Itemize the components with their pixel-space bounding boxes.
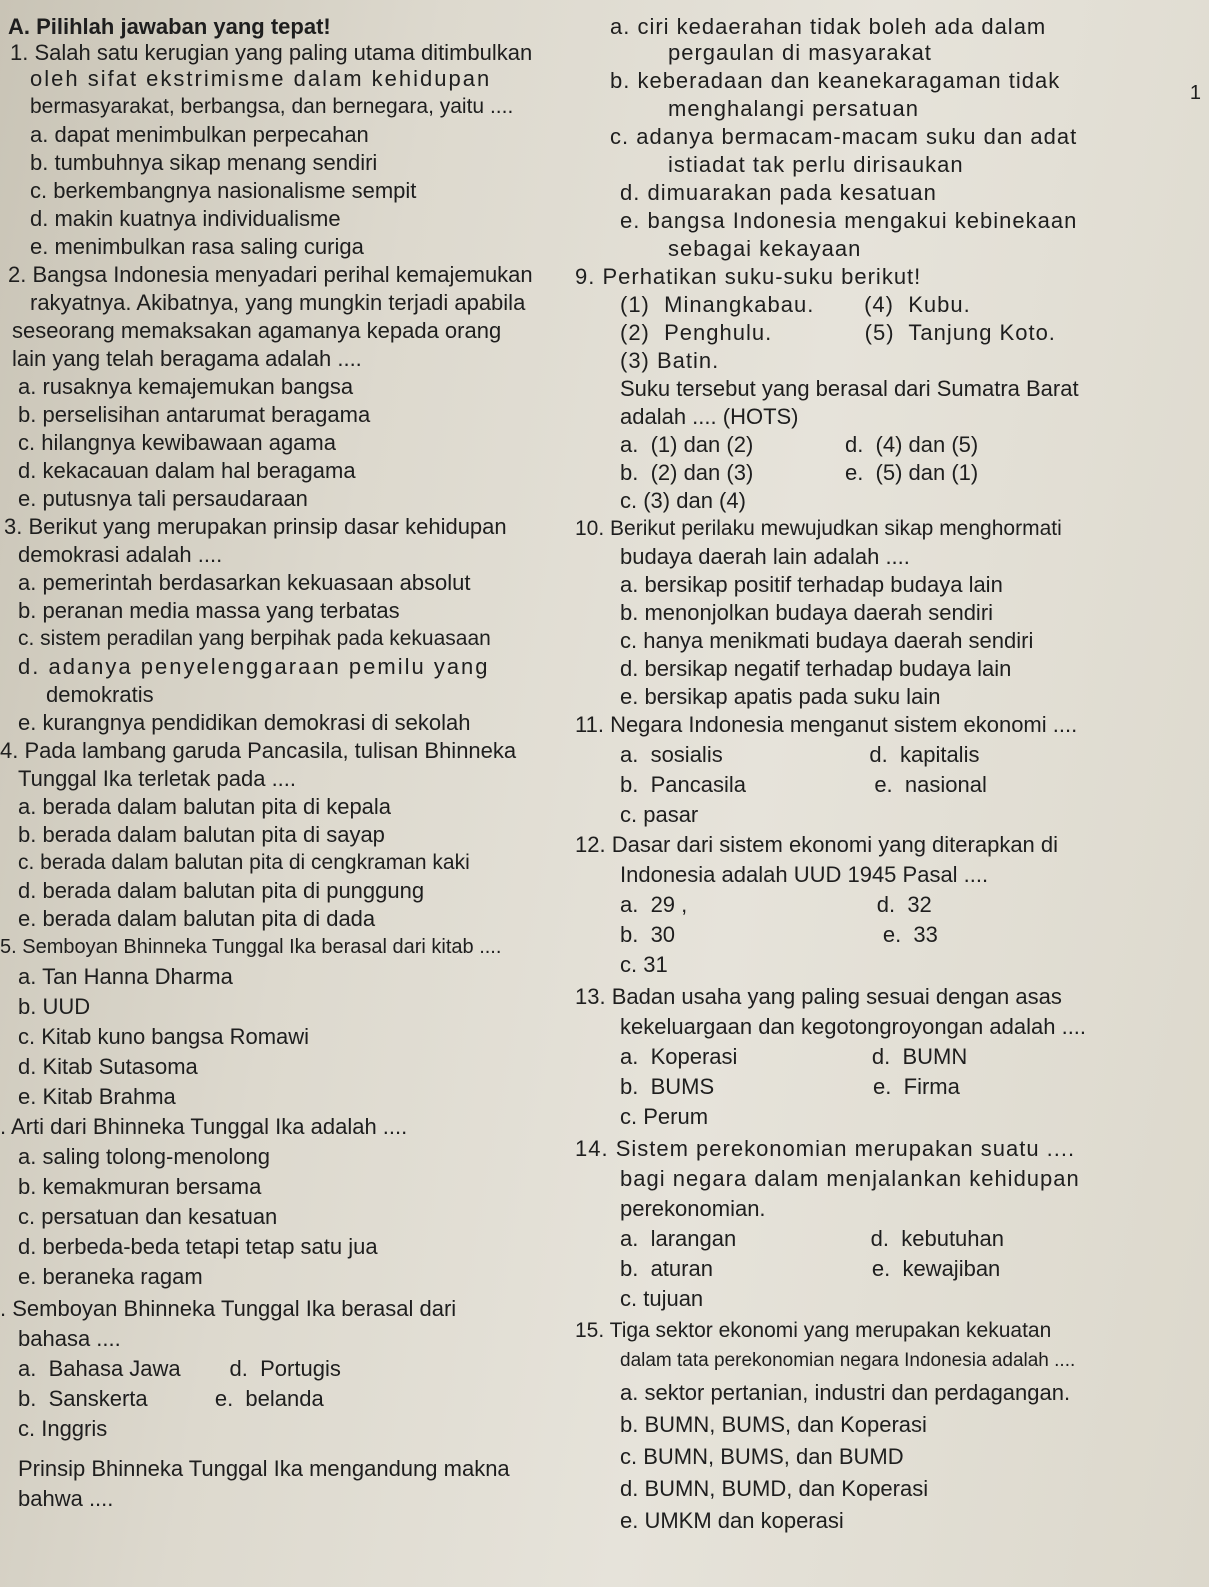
option: b. tumbuhnya sikap menang sendiri — [30, 150, 378, 175]
option: c. 31 — [620, 952, 668, 977]
list-row: (1) Minangkabau. (4) Kubu. — [620, 292, 971, 317]
option-cont: pergaulan di masyarakat — [668, 40, 932, 65]
option: e. menimbulkan rasa saling curiga — [30, 234, 364, 259]
option: b. berada dalam balutan pita di sayap — [18, 822, 385, 847]
option: d. bersikap negatif terhadap budaya lain — [620, 656, 1012, 681]
question-15-cont: dalam tata perekonomian negara Indonesia adalah .... — [620, 1350, 1076, 1371]
question-10-cont: budaya daerah lain adalah .... — [620, 544, 910, 569]
option-row: a. Bahasa Jawa d. Portugis — [18, 1356, 341, 1381]
question-8-cont: bahwa .... — [18, 1486, 114, 1511]
option-row: a. sosialis d. kapitalis — [620, 742, 980, 767]
question-4-cont: Tunggal Ika terletak pada .... — [18, 766, 297, 791]
question-13: 13. Badan usaha yang paling sesuai dengan asas — [575, 984, 1062, 1009]
option: b. menonjolkan budaya daerah sendiri — [620, 600, 994, 625]
question-9-cont: Suku tersebut yang berasal dari Sumatra Barat — [620, 376, 1079, 401]
option-cont: demokratis — [46, 682, 154, 707]
option: c. berada dalam balutan pita di cengkraman kaki — [18, 851, 470, 874]
edge-mark: 1 — [1189, 82, 1201, 104]
question-8: Prinsip Bhinneka Tunggal Ika mengandung makna — [18, 1456, 510, 1481]
question-12: 12. Dasar dari sistem ekonomi yang diterapkan di — [575, 832, 1059, 857]
option-row: a. larangan d. kebutuhan — [620, 1226, 1005, 1251]
option: a. rusaknya kemajemukan bangsa — [18, 374, 354, 399]
option: d. berbeda-beda tetapi tetap satu jua — [18, 1234, 378, 1259]
option: d. BUMN, BUMD, dan Koperasi — [620, 1476, 929, 1501]
option-row: b. (2) dan (3) e. (5) dan (1) — [620, 460, 979, 485]
option: a. Tan Hanna Dharma — [18, 964, 233, 989]
option: c. persatuan dan kesatuan — [18, 1204, 278, 1229]
question-7: . Semboyan Bhinneka Tunggal Ika berasal dari — [0, 1296, 457, 1321]
option: a. bersikap positif terhadap budaya lain — [620, 572, 1003, 597]
option: c. hanya menikmati budaya daerah sendiri — [620, 628, 1034, 653]
question-15: 15. Tiga sektor ekonomi yang merupakan kekuatan — [575, 1319, 1052, 1342]
option: d. Kitab Sutasoma — [18, 1054, 198, 1079]
option-row: b. 30 e. 33 — [620, 922, 938, 947]
option: c. Perum — [620, 1104, 709, 1129]
question-1: 1. Salah satu kerugian yang paling utama ditimbulkan — [10, 40, 533, 65]
option: b. keberadaan dan keanekaragaman tidak — [610, 68, 1061, 93]
question-7-cont: bahasa .... — [18, 1326, 121, 1351]
option-row: b. Sanskerta e. belanda — [18, 1386, 324, 1411]
option: e. beraneka ragam — [18, 1264, 203, 1289]
question-1-cont: bermasyarakat, berbangsa, dan bernegara, yaitu .... — [30, 95, 514, 118]
option: b. perselisihan antarumat beragama — [18, 402, 371, 427]
option: e. putusnya tali persaudaraan — [18, 486, 308, 511]
question-1-cont: oleh sifat ekstrimisme dalam kehidupan — [30, 66, 492, 91]
question-12-cont: Indonesia adalah UUD 1945 Pasal .... — [620, 862, 989, 887]
question-9-cont: adalah .... (HOTS) — [620, 404, 799, 429]
option-cont: sebagai kekayaan — [668, 236, 862, 261]
option: d. makin kuatnya individualisme — [30, 206, 341, 231]
option: e. kurangnya pendidikan demokrasi di sekolah — [18, 710, 471, 735]
option: c. tujuan — [620, 1286, 704, 1311]
option-cont: istiadat tak perlu dirisaukan — [668, 152, 964, 177]
option: a. ciri kedaerahan tidak boleh ada dalam — [610, 14, 1047, 39]
question-2-cont: rakyatnya. Akibatnya, yang mungkin terjadi apabila — [30, 290, 526, 315]
option: a. berada dalam balutan pita di kepala — [18, 794, 392, 819]
option: c. Inggris — [18, 1416, 108, 1441]
list-row: (3) Batin. — [620, 348, 720, 373]
option: c. pasar — [620, 802, 699, 827]
question-3-cont: demokrasi adalah .... — [18, 542, 223, 567]
option: e. bangsa Indonesia mengakui kebinekaan — [620, 208, 1078, 233]
question-13-cont: kekeluargaan dan kegotongroyongan adalah .... — [620, 1014, 1087, 1039]
option: a. pemerintah berdasarkan kekuasaan absolut — [18, 570, 471, 595]
question-14-cont: perekonomian. — [620, 1196, 766, 1221]
question-11: 11. Negara Indonesia menganut sistem ekonomi .... — [575, 712, 1078, 737]
option: e. Kitab Brahma — [18, 1084, 176, 1109]
list-row: (2) Penghulu. (5) Tanjung Koto. — [620, 320, 1056, 345]
option: b. kemakmuran bersama — [18, 1174, 262, 1199]
option: d. adanya penyelenggaraan pemilu yang — [18, 654, 490, 679]
option: a. sektor pertanian, industri dan perdagangan. — [620, 1380, 1071, 1405]
question-2: 2. Bangsa Indonesia menyadari perihal kemajemukan — [8, 262, 533, 287]
option: b. UUD — [18, 994, 91, 1019]
option: c. BUMN, BUMS, dan BUMD — [620, 1444, 904, 1469]
option-row: a. (1) dan (2) d. (4) dan (5) — [620, 432, 979, 457]
question-9: 9. Perhatikan suku-suku berikut! — [575, 264, 922, 289]
option: b. peranan media massa yang terbatas — [18, 598, 400, 623]
option-row: b. BUMS e. Firma — [620, 1074, 960, 1099]
option: c. berkembangnya nasionalisme sempit — [30, 178, 417, 203]
question-5: 5. Semboyan Bhinneka Tunggal Ika berasal dari kitab .... — [0, 936, 502, 958]
question-14: 14. Sistem perekonomian merupakan suatu .... — [575, 1136, 1076, 1161]
option: d. kekacauan dalam hal beragama — [18, 458, 356, 483]
option: a. dapat menimbulkan perpecahan — [30, 122, 369, 147]
question-14-cont: bagi negara dalam menjalankan kehidupan — [620, 1166, 1080, 1191]
question-2-cont: seseorang memaksakan agamanya kepada orang — [12, 318, 502, 343]
option: d. berada dalam balutan pita di punggung — [18, 878, 425, 903]
option: c. (3) dan (4) — [620, 488, 746, 513]
option-row: a. 29 , d. 32 — [620, 892, 932, 917]
option: e. bersikap apatis pada suku lain — [620, 684, 941, 709]
question-2-cont: lain yang telah beragama adalah .... — [12, 346, 362, 371]
option: e. UMKM dan koperasi — [620, 1508, 844, 1533]
option: c. Kitab kuno bangsa Romawi — [18, 1024, 310, 1049]
option: d. dimuarakan pada kesatuan — [620, 180, 937, 205]
option-row: b. Pancasila e. nasional — [620, 772, 987, 797]
option: a. saling tolong-menolong — [18, 1144, 270, 1169]
question-4: 4. Pada lambang garuda Pancasila, tulisan Bhinneka — [0, 738, 517, 763]
section-title: A. Pilihlah jawaban yang tepat! — [8, 14, 331, 39]
option: c. sistem peradilan yang berpihak pada kekuasaan — [18, 627, 491, 650]
question-6: . Arti dari Bhinneka Tunggal Ika adalah .... — [0, 1114, 408, 1139]
option-row: a. Koperasi d. BUMN — [620, 1044, 968, 1069]
question-3: 3. Berikut yang merupakan prinsip dasar kehidupan — [4, 514, 507, 539]
option: c. hilangnya kewibawaan agama — [18, 430, 336, 455]
option-row: b. aturan e. kewajiban — [620, 1256, 1001, 1281]
option: e. berada dalam balutan pita di dada — [18, 906, 376, 931]
option-cont: menghalangi persatuan — [668, 96, 919, 121]
option: c. adanya bermacam-macam suku dan adat — [610, 124, 1078, 149]
question-10: 10. Berikut perilaku mewujudkan sikap menghormati — [575, 517, 1062, 540]
option: b. BUMN, BUMS, dan Koperasi — [620, 1412, 927, 1437]
